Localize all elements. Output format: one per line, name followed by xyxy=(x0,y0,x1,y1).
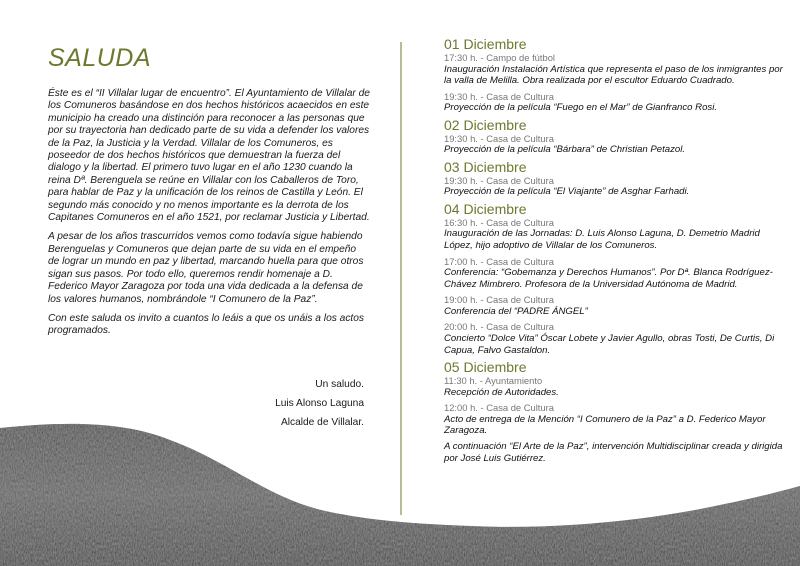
event-item xyxy=(444,441,784,464)
program-day-05 xyxy=(444,360,784,464)
event-description: Acto de entrega de la Mención “I Comunero de la Paz” a D. Federico Mayor Zaragoza. xyxy=(444,413,766,437)
day-title: 01 Diciembre xyxy=(444,36,527,52)
saluda-paragraph-3: Con este saluda os invito a cuantos lo leáis a que os unáis a los actos programados. xyxy=(48,312,365,337)
event-time: 20:00 h. - Casa de Cultura xyxy=(444,321,554,333)
saluda-paragraph-2: A pesar de los años trascurridos vemos como todavía sigue habiendo Berenguelas y Comuneros que dejan parte de su vida en el empeño de lograr un mundo en paz y libertad, marcando huella para que otros sigan sus pasos. Por todo ello, queremos rendir homenaje a D. Federico Mayor Zaragoza por toda una vida dedicada a la defensa de los valores humanos, nombrándole “I Comunero de la Paz”. xyxy=(48,231,364,305)
saluda-section xyxy=(48,44,370,345)
event-time: 11:30 h. - Ayuntamiento xyxy=(444,375,543,387)
event-item xyxy=(444,294,784,317)
event-description: A continuación “El Arte de la Paz”, intervención Multidisciplinar creada y dirigida por José Luis Gutiérrez. xyxy=(444,440,783,464)
signature-greeting: Un saludo. xyxy=(315,379,364,390)
event-item xyxy=(444,402,784,437)
program-section xyxy=(444,37,784,468)
event-time: 19:30 h. - Casa de Cultura xyxy=(444,90,554,102)
event-description: Proyección de la película “El Viajante” de Asghar Farhadi. xyxy=(444,186,690,198)
signature-role: Alcalde de Villalar. xyxy=(280,417,364,428)
event-time: 19:00 h. - Casa de Cultura xyxy=(444,294,554,306)
event-description: Proyección de la película “Fuego en el Mar” de Gianfranco Rosi. xyxy=(444,102,718,114)
program-day-04 xyxy=(444,202,784,356)
event-time: 19:30 h. - Casa de Cultura xyxy=(444,132,554,144)
event-description: Inauguración Instalación Artística que representa el paso de los inmigrantes por la valla de Melilla. Obra realizada por el escultor Eduardo Cuadrado. xyxy=(444,63,783,87)
event-item xyxy=(444,256,784,291)
column-divider xyxy=(400,42,402,515)
event-description: Conferencia: “Gobemanza y Derechos Humanos”. Por Dª. Blanca Rodríguez-Chávez Mimbrero. Profesora de la Universidad Autónoma de Madrid. xyxy=(444,267,773,290)
event-time: 12:00 h. - Casa de Cultura xyxy=(444,402,554,414)
program-day-03 xyxy=(444,160,784,198)
event-description: Conferencia del “PADRE ÁNGEL” xyxy=(444,305,588,317)
event-item xyxy=(444,217,784,252)
day-title: 04 Diciembre xyxy=(444,200,527,217)
day-title: 03 Diciembre xyxy=(444,158,527,175)
event-description: Inauguración de las Jornadas: D. Luis Alonso Laguna, D. Demetrio Madrid López, hijo adoptivo de Villalar de los Comuneros. xyxy=(444,228,760,252)
event-item xyxy=(444,133,784,156)
event-description: Proyección de la película “Bárbara” de Christian Petazol. xyxy=(444,144,686,156)
saluda-title: SALUDA xyxy=(48,44,152,72)
signature-block xyxy=(164,375,364,432)
saluda-paragraph-1: Éste es el “II Villalar lugar de encuentro”. El Ayuntamiento de Villalar de los Comuneros basándose en dos hechos históricos acaecidos en este municipio ha creado una distinción para reconocer a las personas que por su trayectoria han dedicado parte de su vida a defender los valores de la Paz, la Justicia y la Verdad. Villalar de los Comuneros, es poseedor de dos hechos históricos que demuestran la fuerza del dialogo y la libertad. El primero tuvo lugar en el año 1230 cuando la reina Dª. Berenguela se reúne en Villalar con los Caballeros de Toro, para hablar de Paz y la unificación de los reinos de Castilla y León. El segundo más conocido y no menos importante es la derrota de los Capitanes Comuneros en el año 1521, por reclamar Justicia y Libertad. xyxy=(48,88,370,224)
event-description: Recepción de Autoridades. xyxy=(444,386,559,398)
event-item xyxy=(444,175,784,198)
program-day-02 xyxy=(444,118,784,156)
program-day-01 xyxy=(444,37,784,114)
event-time: 17:30 h. - Campo de fútbol xyxy=(444,52,556,63)
day-title: 05 Diciembre xyxy=(444,359,527,376)
signature-name: Luis Alonso Laguna xyxy=(275,398,364,409)
event-time: 17:00 h. - Casa de Cultura xyxy=(444,255,554,267)
event-item xyxy=(444,375,784,398)
day-title: 02 Diciembre xyxy=(444,116,527,133)
event-item xyxy=(444,321,784,356)
event-item xyxy=(444,52,784,87)
event-description: Concierto “Dolce Vita” Óscar Lobete y Javier Agullo, obras Tosti, De Curtis, Di Capua, Falvo Gastaldon. xyxy=(444,332,775,356)
event-item xyxy=(444,91,784,114)
event-time: 19:30 h. - Casa de Cultura xyxy=(444,174,554,186)
event-time: 16:30 h. - Casa de Cultura xyxy=(444,216,554,228)
